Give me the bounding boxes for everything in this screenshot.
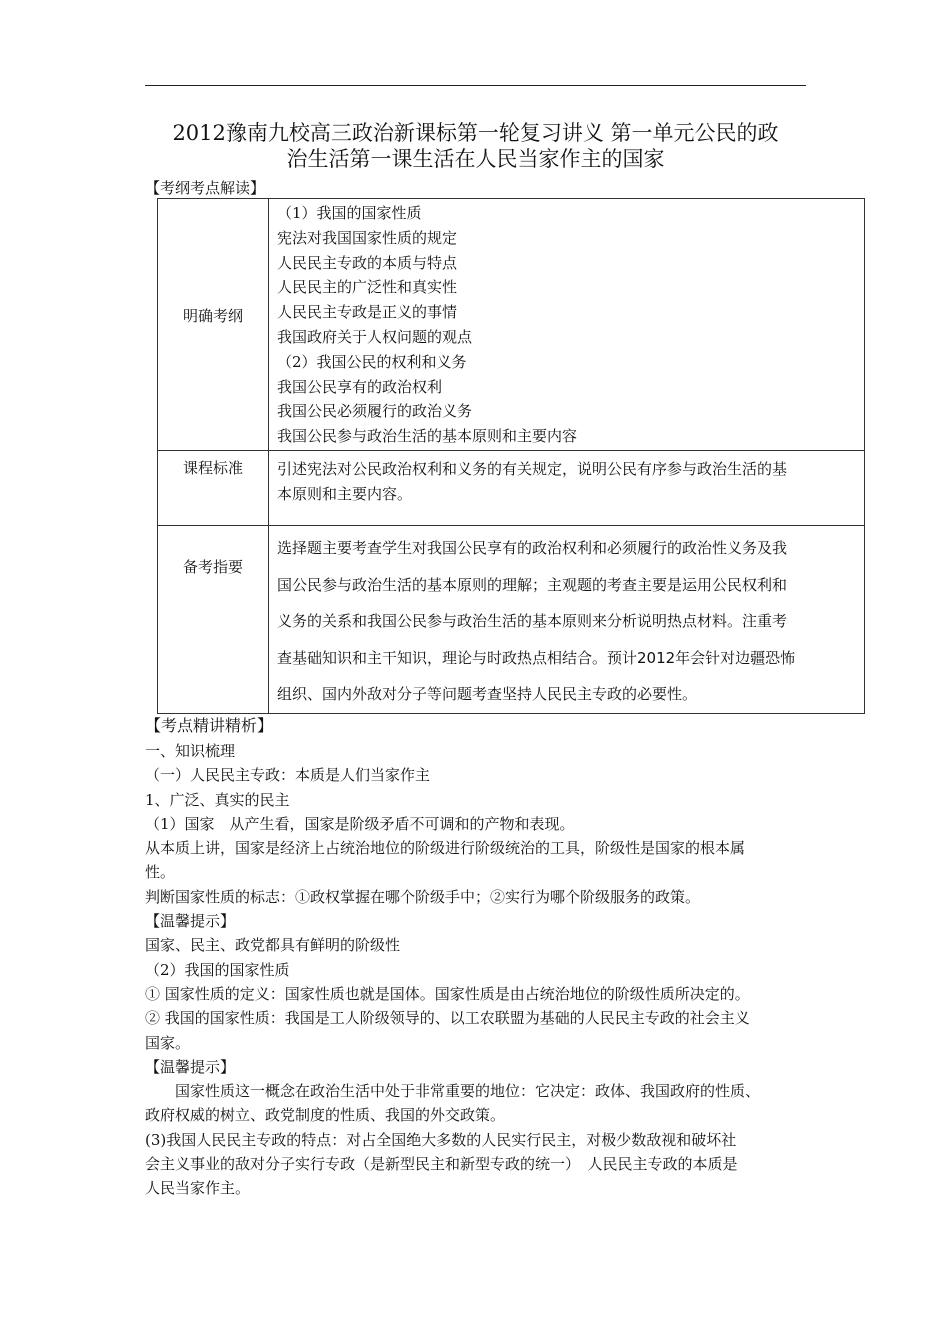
- paragraph: (3)我国人民民主专政的特点：对占全国绝大多数的人民实行民主，对极少数敌视和破坏社: [145, 1130, 737, 1149]
- row-label-outline: 明确考纲: [182, 307, 243, 325]
- paragraph: （一）人民民主专政：本质是人们当家作主: [145, 766, 431, 785]
- table-row: [158, 451, 865, 526]
- list-item: 人民民主专政的本质与特点: [277, 253, 458, 272]
- row-label-guide: 备考指要: [182, 558, 243, 576]
- standard-text: 引述宪法对公民政治权利和义务的有关规定，说明公民有序参与政治生活的基 本原则和主要内容。: [277, 460, 788, 503]
- body-text: [145, 739, 815, 1201]
- row-label-standard: 课程标准: [182, 459, 243, 477]
- list-item: 人民民主的广泛性和真实性: [277, 278, 458, 297]
- paragraph: （1）国家 从产生看，国家是阶级矛盾不可调和的产物和表现。: [145, 814, 575, 833]
- list-item: 人民民主专政是正义的事情: [277, 303, 458, 322]
- title-line-2: 治生活第一课生活在人民当家作主的国家: [286, 147, 665, 171]
- list-item: 我国公民必须履行的政治义务: [277, 402, 473, 421]
- list-item: 我国政府关于人权问题的观点: [277, 327, 473, 346]
- header-rule: [145, 85, 806, 86]
- list-item: 宪法对我国国家性质的规定: [277, 228, 458, 247]
- paragraph: ① 国家性质的定义：国家性质也就是国体。国家性质是由占统治地位的阶级性质所决定的。: [145, 984, 750, 1003]
- tip-header: 【温馨提示】: [145, 912, 236, 931]
- table-row: [158, 199, 865, 451]
- paragraph: 性。: [145, 863, 176, 882]
- paragraph: 国家。: [145, 1033, 191, 1052]
- paragraph: 国家性质这一概念在政治生活中处于非常重要的地位：它决定：政体、我国政府的性质、: [175, 1082, 761, 1101]
- guide-text: 选择题主要考查学生对我国公民享有的政治权利和必须履行的政治性义务及我 国公民参与政治生活的基本原则的理解；主观题的考查主要是运用公民权利和 义务的关系和我国公民参与政治生活的基本原则来分析说明热点材料。注重考 查基础知识和主干知识，理论与时政热点相结合。预计2012年会针对边疆恐怖 组织、国内外敌对分子等问题考查坚持人民民主专政的必要性。: [277, 539, 796, 704]
- paragraph: 国家、民主、政党都具有鲜明的阶级性: [145, 936, 401, 955]
- paragraph: 政府权威的树立、政党制度的性质、我国的外交政策。: [145, 1106, 506, 1125]
- document-title: [145, 120, 806, 172]
- list-item: 我国公民享有的政治权利: [277, 377, 443, 396]
- paragraph: 1、广泛、真实的民主: [145, 790, 290, 809]
- list-item: 我国公民参与政治生活的基本原则和主要内容: [277, 427, 578, 446]
- tip-header: 【温馨提示】: [145, 1057, 236, 1076]
- list-item: （1）我国的国家性质: [277, 204, 422, 222]
- paragraph: 人民当家作主。: [145, 1179, 251, 1198]
- exam-outline-table: [157, 198, 865, 714]
- paragraph: ② 我国的国家性质：我国是工人阶级领导的、以工农联盟为基础的人民民主专政的社会主义: [145, 1009, 750, 1028]
- paragraph: 从本质上讲，国家是经济上占统治地位的阶级进行阶级统治的工具，阶级性是国家的根本属: [145, 839, 746, 858]
- table-row: [158, 526, 865, 714]
- heading-knowledge: 一、知识梳理: [145, 742, 236, 760]
- section-header-analysis: 【考点精讲精析】: [145, 716, 274, 735]
- paragraph: 会主义事业的敌对分子实行专政（是新型民主和新型专政的统一） 人民民主专政的本质是: [145, 1155, 738, 1174]
- section-header-exam-outline: 【考纲考点解读】: [145, 179, 266, 197]
- paragraph: 判断国家性质的标志：①政权掌握在哪个阶级手中；②实行为哪个阶级服务的政策。: [145, 887, 701, 906]
- paragraph: （2）我国的国家性质: [145, 960, 290, 979]
- list-item: （2）我国公民的权利和义务: [277, 352, 467, 371]
- title-line-1: 2012豫南九校高三政治新课标第一轮复习讲义 第一单元公民的政: [172, 121, 779, 145]
- outline-list: [277, 199, 858, 449]
